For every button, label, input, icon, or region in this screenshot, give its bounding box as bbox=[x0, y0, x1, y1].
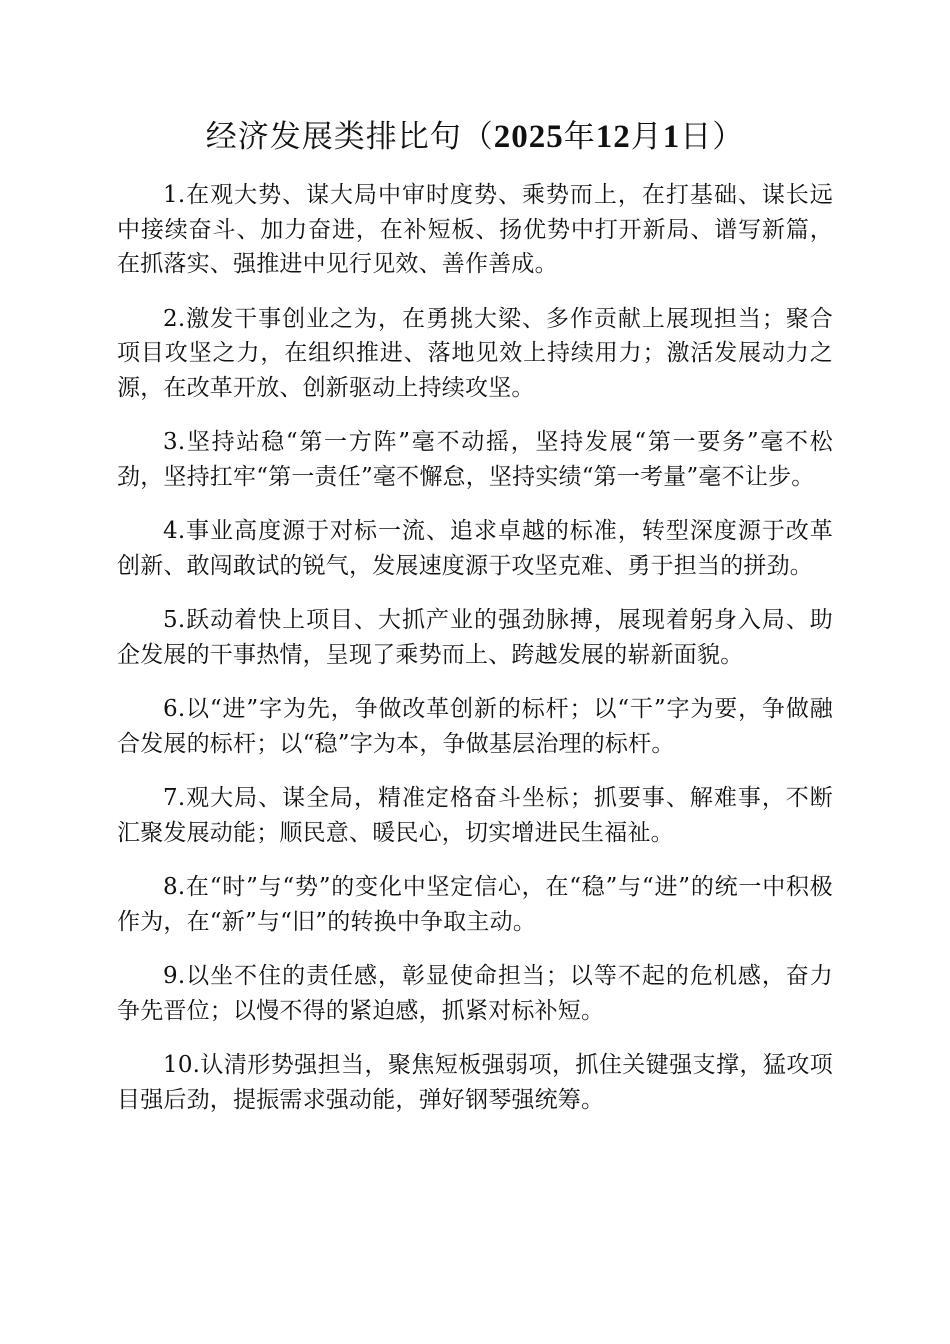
paragraph-2: 2.激发干事创业之为，在勇挑大梁、多作贡献上展现担当；聚合项目攻坚之力，在组织推进、落地见效上持续用力；激活发展动力之源，在改革开放、创新驱动上持续攻坚。 bbox=[117, 305, 833, 401]
paragraph-7: 7.观大局、谋全局，精准定格奋斗坐标；抓要事、解难事，不断汇聚发展动能；顺民意、暖民心，切实增进民生福祉。 bbox=[117, 785, 833, 846]
paragraph-1: 1.在观大势、谋大局中审时度势、乘势而上，在打基础、谋长远中接续奋斗、加力奋进，在补短板、扬优势中打开新局、谱写新篇，在抓落实、强推进中见行见效、善作善成。 bbox=[117, 182, 833, 277]
title-day: 1 bbox=[662, 119, 681, 155]
title-prefix: 经济发展类排比句（ bbox=[205, 119, 494, 155]
paragraph-5: 5.跃动着快上项目、大抓产业的强劲脉搏，展现着躬身入局、助企发展的干事热情，呈现了乘势而上、跨越发展的崭新面貌。 bbox=[117, 607, 833, 668]
paragraph-3: 3.坚持站稳“第一方阵”毫不动摇，坚持发展“第一要务”毫不松劲，坚持扛牢“第一责任”毫不懈怠，坚持实绩“第一考量”毫不让步。 bbox=[117, 429, 833, 490]
paragraph-9: 9.以坐不住的责任感，彰显使命担当；以等不起的危机感，奋力争先晋位；以慢不得的紧迫感，抓紧对标补短。 bbox=[117, 963, 833, 1024]
page-title bbox=[0, 112, 950, 162]
title-year-unit: 年 bbox=[563, 119, 596, 155]
paragraph-6: 6.以“进”字为先，争做改革创新的标杆；以“干”字为要，争做融合发展的标杆；以“稳”字为本，争做基层治理的标杆。 bbox=[117, 696, 833, 757]
paragraph-8: 8.在“时”与“势”的变化中坚定信心，在“稳”与“进”的统一中积极作为，在“新”与“旧”的转换中争取主动。 bbox=[117, 874, 833, 935]
paragraph-10: 10.认清形势强担当，聚焦短板强弱项，抓住关键强支撑，猛攻项目强后劲，提振需求强动能，弹好钢琴强统筹。 bbox=[117, 1052, 833, 1113]
title-month: 12 bbox=[595, 119, 631, 155]
paragraph-4: 4.事业高度源于对标一流、追求卓越的标准，转型深度源于改革创新、敢闯敢试的锐气，发展速度源于攻坚克难、勇于担当的拼劲。 bbox=[117, 518, 833, 579]
title-month-unit: 月 bbox=[630, 119, 663, 155]
document-body bbox=[117, 178, 833, 1137]
title-suffix: 日） bbox=[680, 119, 745, 155]
title-year: 2025 bbox=[493, 119, 564, 155]
